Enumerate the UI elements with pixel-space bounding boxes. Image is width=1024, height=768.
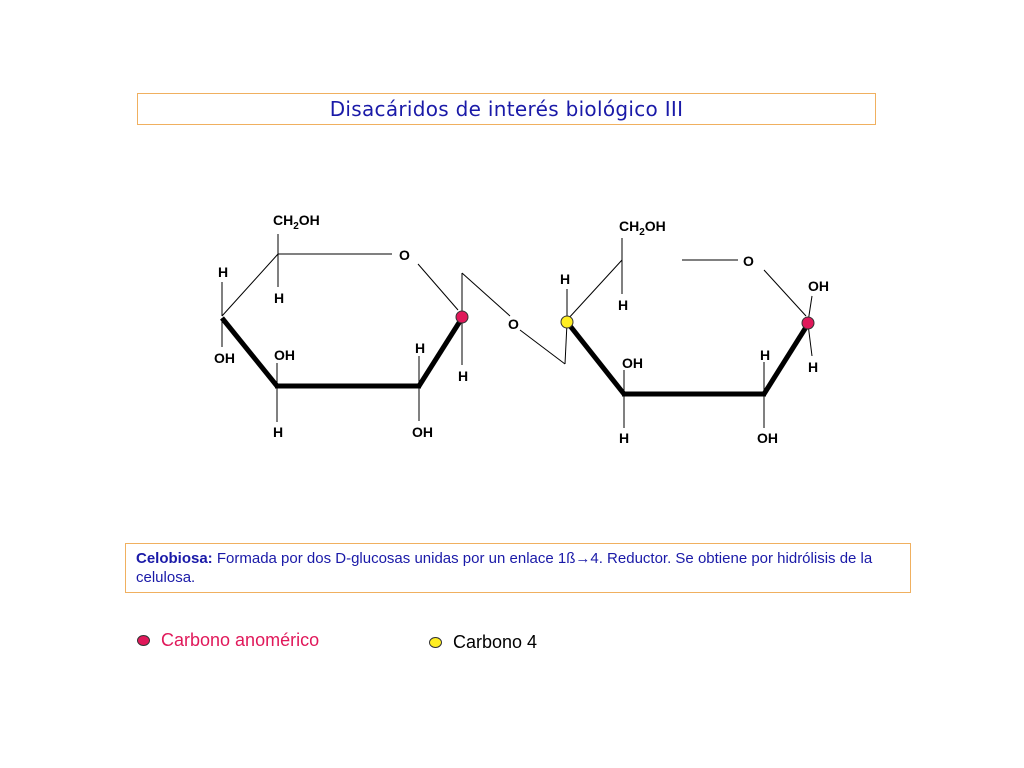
right-c4-h-label: H bbox=[560, 271, 571, 287]
left-ring-c2-c1-bond bbox=[419, 318, 462, 386]
left-c3-oh-label: OH bbox=[274, 347, 295, 363]
right-c5-h-label: H bbox=[618, 297, 629, 313]
legend-carbon4-label: Carbono 4 bbox=[453, 632, 538, 652]
right-ring-c4-c3-bond bbox=[567, 322, 624, 394]
right-ch2oh-label: $CH_2OH$ bbox=[619, 218, 666, 238]
description-text: Formada por dos D-glucosas unidas por un enlace 1ß→4. Reductor. Se obtiene por hidrólisis de la celulosa. bbox=[136, 550, 873, 586]
right-ring-o-c1-bond bbox=[764, 270, 806, 316]
bridge-oxygen-label: O bbox=[508, 316, 519, 332]
left-ring-o-c1-bond bbox=[418, 264, 458, 310]
left-glucose-ring bbox=[214, 212, 468, 440]
right-ring-c5-c4-bond bbox=[567, 260, 622, 320]
right-c2-oh-label: OH bbox=[757, 430, 778, 446]
glycosidic-bond bbox=[462, 273, 567, 364]
right-carbon4-marker bbox=[561, 316, 573, 328]
diagram-title: Disacáridos de interés biológico III bbox=[329, 97, 684, 121]
right-anomeric-carbon-marker bbox=[802, 317, 814, 329]
description-box bbox=[125, 543, 911, 593]
right-ring-oxygen-label: O bbox=[743, 253, 754, 269]
legend-carbon4-dot bbox=[429, 637, 442, 648]
left-ch2oh-label: $CH_2OH$ bbox=[273, 212, 320, 232]
left-ring-oxygen-label: O bbox=[399, 247, 410, 263]
right-c1-h-label: H bbox=[808, 359, 819, 375]
description-term: Celobiosa: bbox=[136, 550, 213, 567]
left-c3-h-label: H bbox=[273, 424, 284, 440]
legend-anomeric-label: Carbono anomérico bbox=[161, 630, 320, 650]
left-c1-h-label: H bbox=[458, 368, 469, 384]
bridge-right-diagonal-bond bbox=[520, 330, 565, 364]
left-anomeric-carbon-marker bbox=[456, 311, 468, 323]
left-c5-h-label: H bbox=[274, 290, 285, 306]
right-glucose-ring bbox=[560, 218, 829, 446]
left-c2-oh-label: OH bbox=[412, 424, 433, 440]
right-c1-oh-label: OH bbox=[808, 278, 829, 294]
right-c3-h-label: H bbox=[619, 430, 630, 446]
left-c4-oh-label: OH bbox=[214, 350, 235, 366]
left-ring-c5-c4-bond bbox=[222, 254, 278, 316]
right-c2-h-label: H bbox=[760, 347, 771, 363]
left-c4-h-label: H bbox=[218, 264, 229, 280]
legend-anomeric-dot bbox=[137, 635, 150, 646]
legend-item-carbon4 bbox=[429, 632, 537, 653]
right-c3-oh-label: OH bbox=[622, 355, 643, 371]
bridge-left-diagonal-bond bbox=[462, 273, 510, 316]
bridge-right-up-bond bbox=[565, 323, 567, 364]
legend-item-anomeric bbox=[137, 630, 319, 651]
right-ring-c2-c1-bond bbox=[764, 324, 808, 394]
left-c2-h-label: H bbox=[415, 340, 426, 356]
